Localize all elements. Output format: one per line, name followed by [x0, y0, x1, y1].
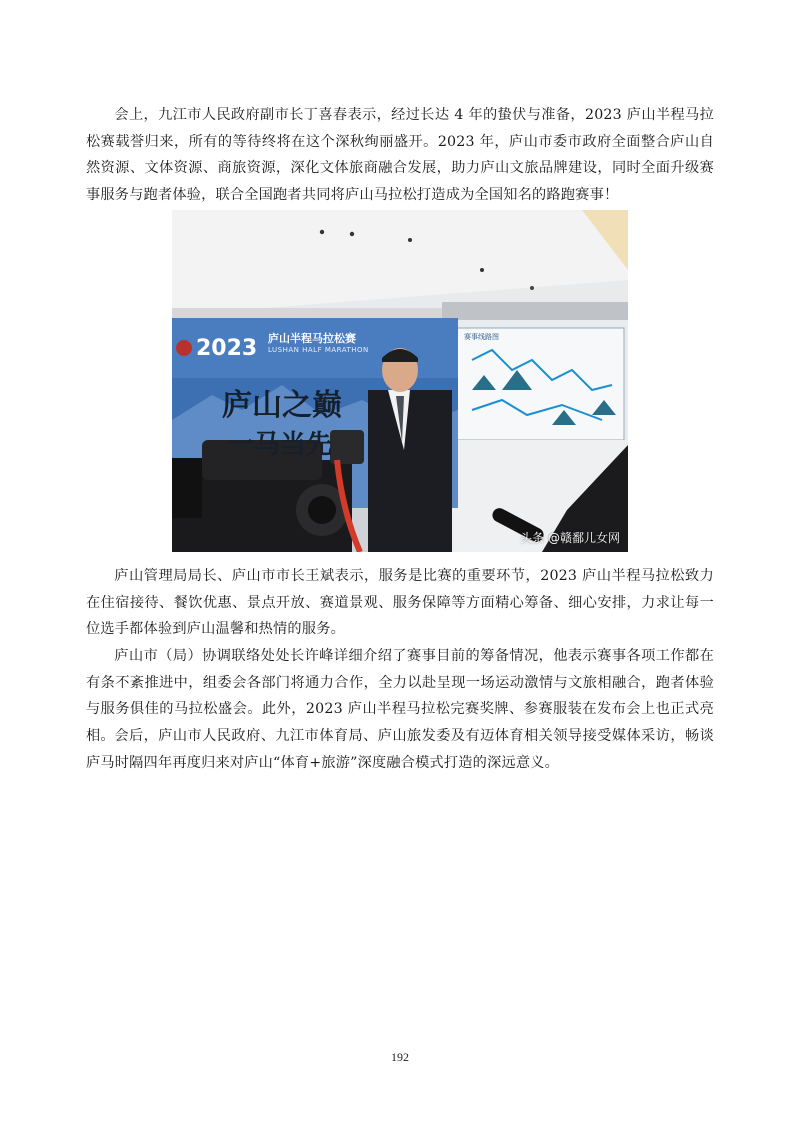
press-conference-photo: [172, 210, 628, 552]
banner-year: 2023: [196, 336, 258, 361]
paragraph-4: 会后，庐山市人民政府、九江市体育局、庐山旅发委及有迈体育相关领导接受媒体采访，畅谈庐马时隔四年再度归来对庐山“体育+旅游”深度融合模式打造的深远意义。: [86, 728, 714, 771]
banner-subtitle: LUSHAN HALF MARATHON: [268, 346, 369, 354]
banner-calligraphy-line2: 一马当先: [228, 430, 333, 460]
banner-calligraphy-line1: 庐山之巅: [222, 388, 342, 423]
photo-watermark: 头条 @赣鄱儿女网: [520, 531, 620, 545]
paragraph-3: 庐山市（局）协调联络处处长许峰详细介绍了赛事目前的筹备情况，他表示赛事各项工作都在有条不紊推进中，组委会各部门将通力合作，全力以赴呈现一场运动激情与文旅相融合，跑者体验与服务俱佳的马拉松盛会。此外，2023 庐山半程马拉松完赛奖牌、参赛服装在发布会上也正式亮相。: [86, 648, 714, 744]
page-number: 192: [391, 1050, 409, 1064]
banner-title: 庐山半程马拉松赛: [268, 332, 356, 345]
paragraph-2: 庐山管理局局长、庐山市市长王斌表示，服务是比赛的重要环节，2023 庐山半程马拉松致力在住宿接待、餐饮优惠、景点开放、赛道景观、服务保障等方面精心筹备、细心安排，力求让每一位选手都体验到庐山温馨和热情的服务。: [86, 568, 714, 637]
paragraph-1: 会上，九江市人民政府副市长丁喜春表示，经过长达 4 年的蛰伏与准备，2023 庐山半程马拉松赛载誉归来，所有的等待终将在这个深秋绚丽盛开。2023 年，庐山市委市政府全面整合庐山自然资源、文体资源、商旅资源，深化文体旅商融合发展，助力庐山文旅品牌建设，同时全面升级赛事服务与跑者体验，联合全国跑者共同将庐山马拉松打造成为全国知名的路跑赛事！: [86, 107, 714, 203]
route-map-title: 赛事线路图: [464, 333, 499, 341]
